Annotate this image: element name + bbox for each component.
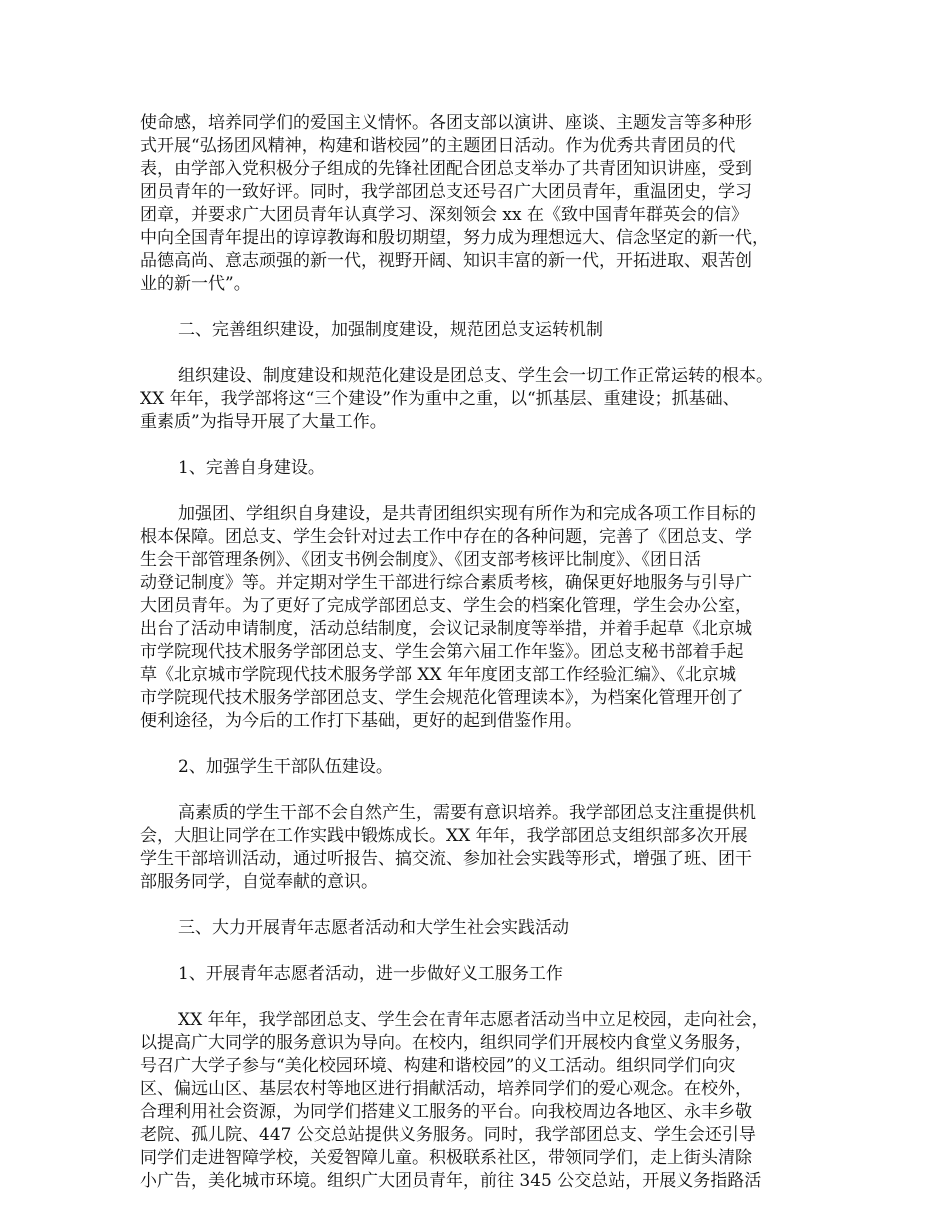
paragraph [140,1009,820,1193]
paragraph [140,365,820,434]
heading-text: 二、完善组织建设，加强制度建设，规范团总支运转机制 [178,320,603,340]
text-line: 市学院现代技术服务学部团总支、学生会第六届工作年鉴》。团总支秘书部着手起 [140,642,744,662]
heading-text: 三、大力开展青年志愿者活动和大学生社会实践活动 [178,918,569,938]
text-line: 区、偏远山区、基层农村等地区进行捐献活动，培养同学们的爱心观念。在校外， [140,1079,752,1099]
text-line: 号召广大学子参与“美化校园环境、构建和谐校园”的义工活动。组织同学们向灾 [140,1056,736,1076]
text-line: 生会干部管理条例》、《团支书例会制度》、《团支部考核评比制度》、《团日活 [140,550,701,570]
text-line: 草《北京城市学院现代技术服务学部 XX 年年度团支部工作经验汇编》、《北京城 [140,665,737,685]
paragraph-spacer [140,940,820,963]
section-heading [140,319,820,342]
heading-text: 1、开展青年志愿者活动，进一步做好义工服务工作 [178,964,563,984]
text-line: 会，大胆让同学在工作实践中锻炼成长。XX 年年，我学部团总支组织部多次开展 [140,826,748,846]
text-line: 学生干部培训活动，通过听报告、搞交流、参加社会实践等形式，增强了班、团干 [140,849,752,869]
paragraph-spacer [140,480,820,503]
text-line: 同学们走进智障学校，关爱智障儿童。积极联系社区，带领同学们，走上街头清除 [140,1148,752,1168]
paragraph-spacer [140,779,820,802]
text-line: 高素质的学生干部不会自然产生，需要有意识培养。我学部团总支注重提供机 [178,803,756,823]
text-line: 表，由学部入党积极分子组成的先锋社团配合团总支举办了共青团知识讲座，受到 [140,159,752,179]
text-line: 式开展“弘扬团风精神，构建和谐校园”的主题团日活动。作为优秀共青团员的代 [140,136,736,156]
text-line: 组织建设、制度建设和规范化建设是团总支、学生会一切工作正常运转的根本。 [178,366,773,386]
paragraph-spacer [140,296,820,319]
paragraph [140,503,820,733]
text-line: 品德高尚、意志顽强的新一代，视野开阔、知识丰富的新一代，开拓进取、艰苦创 [140,251,752,271]
text-line: 根本保障。团总支、学生会针对过去工作中存在的各种问题，完善了《团总支、学 [140,527,752,547]
text-line: 便利途径，为今后的工作打下基础，更好的起到借鉴作用。 [140,711,582,731]
text-line: 以提高广大同学的服务意识为导向。在校内，组织同学们开展校内食堂义务服务， [140,1033,752,1053]
text-line: 中向全国青年提出的谆谆教诲和殷切期望，努力成为理想远大、信念坚定的新一代， [140,228,769,248]
paragraph-spacer [140,434,820,457]
subsection-heading [140,963,820,986]
section-heading [140,917,820,940]
text-line: 团章，并要求广大团员青年认真学习、深刻领会 xx 在《致中国青年群英会的信》 [140,205,748,225]
text-line: 动登记制度》等。并定期对学生干部进行综合素质考核，确保更好地服务与引导广 [140,573,752,593]
subsection-heading [140,457,820,480]
paragraph-spacer [140,894,820,917]
text-line: 老院、孤儿院、447 公交总站提供义务服务。同时，我学部团总支、学生会还引导 [140,1125,756,1145]
text-line: 市学院现代技术服务学部团总支、学生会规范化管理读本》，为档案化管理开创了 [140,688,744,708]
text-line: 小广告，美化城市环境。组织广大团员青年，前往 345 公交总站，开展义务指路活 [140,1171,762,1191]
document-body [140,112,820,1193]
subsection-heading [140,756,820,779]
text-line: 团员青年的一致好评。同时，我学部团总支还号召广大团员青年，重温团史，学习 [140,182,752,202]
heading-text: 2、加强学生干部队伍建设。 [178,757,393,777]
text-line: XX 年年，我学部将这“三个建设”作为重中之重，以“抓基层、重建设；抓基础、 [140,389,740,409]
text-line: XX 年年，我学部团总支、学生会在青年志愿者活动当中立足校园，走向社会， [178,1010,769,1030]
text-line: 部服务同学，自觉奉献的意识。 [140,872,378,892]
paragraph [140,802,820,894]
paragraph [140,112,820,296]
paragraph-spacer [140,986,820,1009]
text-line: 使命感，培养同学们的爱国主义情怀。各团支部以演讲、座谈、主题发言等多种形 [140,113,752,133]
text-line: 业的新一代”。 [140,274,251,294]
text-line: 大团员青年。为了更好了完成学部团总支、学生会的档案化管理，学生会办公室， [140,596,752,616]
text-line: 出台了活动申请制度，活动总结制度，会议记录制度等举措，并着手起草《北京城 [140,619,752,639]
text-line: 重素质”为指导开展了大量工作。 [140,412,387,432]
text-line: 合理利用社会资源，为同学们搭建义工服务的平台。向我校周边各地区、永丰乡敬 [140,1102,752,1122]
heading-text: 1、完善自身建设。 [178,458,325,478]
paragraph-spacer [140,733,820,756]
text-line: 加强团、学组织自身建设，是共青团组织实现有所作为和完成各项工作目标的 [178,504,756,524]
paragraph-spacer [140,342,820,365]
